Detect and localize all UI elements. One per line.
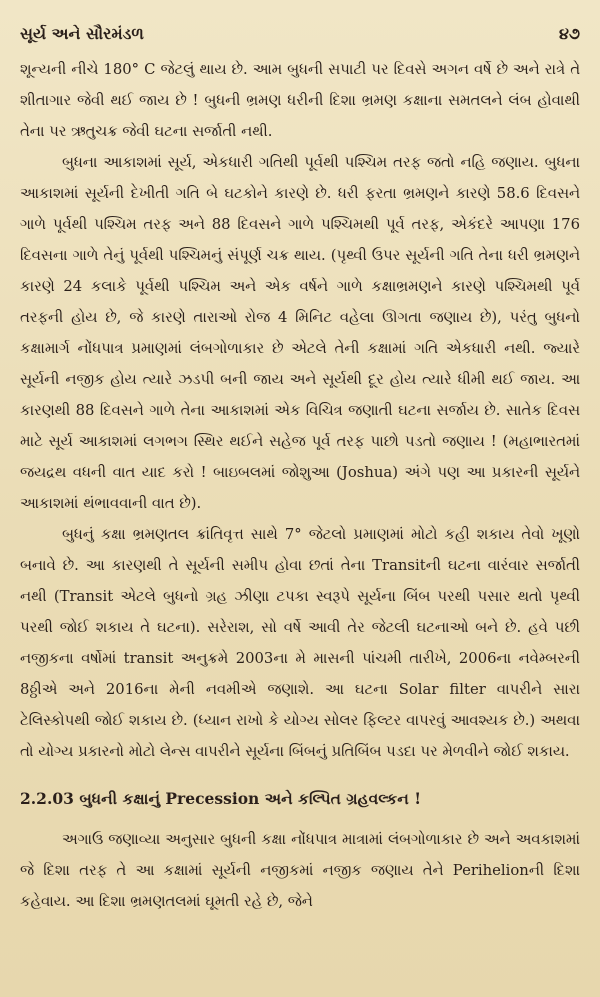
page-header (20, 24, 580, 44)
paragraph-3: બુધનું કક્ષા ભ્રમણતલ ક્રાંતિવૃત્ત સાથે 7° જેટલો પ્રમાણમાં મોટો કહી શકાય તેવો ખૂણો બનાવે છે. આ કારણથી તે સૂર્યની સમીપ હોવા છતાં તેના Transitની ઘટના વારંવાર સર્જાતી નથી (Transit એટલે બુધનો ગ્રહ ઝીણા ટપકા સ્વરૂપે સૂર્યના બિંબ પરથી પસાર થતો પૃથ્વી પરથી જોઈ શકાય તે ઘટના). સરેરાશ, સો વર્ષે આવી તેર જેટલી ઘટનાઓ બને છે. હવે પછી નજીકના વર્ષોમાં transit અનુક્રમે 2003ના મે માસની પાંચમી તારીખે, 2006ના નવેમ્બરની 8ઠ્ઠીએ અને 2016ના મેની નવમીએ જણાશે. આ ઘટના Solar filter વાપરીને સારા ટેલિસ્કોપથી જોઈ શકાય છે. (ધ્યાન રાખો કે યોગ્ય સોલર ફિલ્ટર વાપરવું આવશ્યક છે.) અથવા તો યોગ્ય પ્રકારનો મોટો લેન્સ વાપરીને સૂર્યના બિંબનું પ્રતિબિંબ પડદા પર મેળવીને જોઈ શકાય. (20, 526, 580, 760)
page-number: ૪૭ (558, 24, 580, 43)
section-heading: 2.2.03 બુધની કક્ષાનું Precession અને કલ્પિત ગ્રહવલ્કન ! (20, 789, 421, 808)
paragraph-2: બુધના આકાશમાં સૂર્ય, એકધારી ગતિથી પૂર્વથી પશ્ચિમ તરફ જતો નહિ જણાય. બુધના આકાશમાં સૂર્યની દેખીતી ગતિ બે ઘટકોને કારણે છે. ધરી ફરતા ભ્રમણને કારણે 58.6 દિવસને ગાળે પૂર્વથી પશ્ચિમ તરફ અને 88 દિવસને ગાળે પશ્ચિમથી પૂર્વ તરફ, એકંદરે આપણા 176 દિવસના ગાળે તેનું પૂર્વથી પશ્ચિમનું સંપૂર્ણ ચક્ર થાય. (પૃથ્વી ઉપર સૂર્યની ગતિ તેના ધરી ભ્રમણને કારણે 24 કલાકે પૂર્વથી પશ્ચિમ અને એક વર્ષને ગાળે કક્ષાભ્રમણને કારણે પશ્ચિમથી પૂર્વ તરફની હોય છે, જે કારણે તારાઓ રોજ 4 મિનિટ વહેલા ઊગતા જણાય છે), પરંતુ બુધનો કક્ષામાર્ગ નોંધપાત્ર પ્રમાણમાં લંબગોળાકાર છે એટલે તેની કક્ષામાં ગતિ એકધારી નથી. જ્યારે સૂર્યની નજીક હોય ત્યારે ઝડપી બની જાય અને સૂર્યથી દૂર હોય ત્યારે ધીમી થઈ જાય. આ કારણથી 88 દિવસને ગાળે તેના આકાશમાં એક વિચિત્ર જણાતી ઘટના સર્જાય છે. સાતેક દિવસ માટે સૂર્ય આકાશમાં લગભગ સ્થિર થઈને સહેજ પૂર્વ તરફ પાછો પડતો જણાય ! (મહાભારતમાં જયદ્રથ વધની વાત યાદ કરો ! બાઇબલમાં જોશુઆ (Joshua) અંગે પણ આ પ્રકારની સૂર્યને આકાશમાં થંભાવવાની વાત છે). (20, 154, 580, 512)
paragraph-1: શૂન્યની નીચે 180° C જેટલું થાય છે. આમ બુધની સપાટી પર દિવસે અગન વર્ષે છે અને રાત્રે તે શીતાગાર જેવી થઈ જાય છે ! બુધની ભ્રમણ ધરીની દિશા ભ્રમણ કક્ષાના સમતલને લંબ હોવાથી તેના પર ઋતુચક્ર જેવી ઘટના સર્જાતી નથી. (20, 61, 580, 140)
paragraph-4: અગાઉ જણાવ્યા અનુસાર બુધની કક્ષા નોંધપાત્ર માત્રામાં લંબગોળાકાર છે અને અવકાશમાં જે દિશા તરફ તે આ કક્ષામાં સૂર્યની નજીકમાં નજીક જણાય તેને Perihelionની દિશા કહેવાય. આ દિશા ભ્રમણતલમાં ઘૂમતી રહે છે, જેને (20, 831, 580, 910)
running-title: સૂર્ય અને સૌરમંડળ (20, 24, 144, 43)
